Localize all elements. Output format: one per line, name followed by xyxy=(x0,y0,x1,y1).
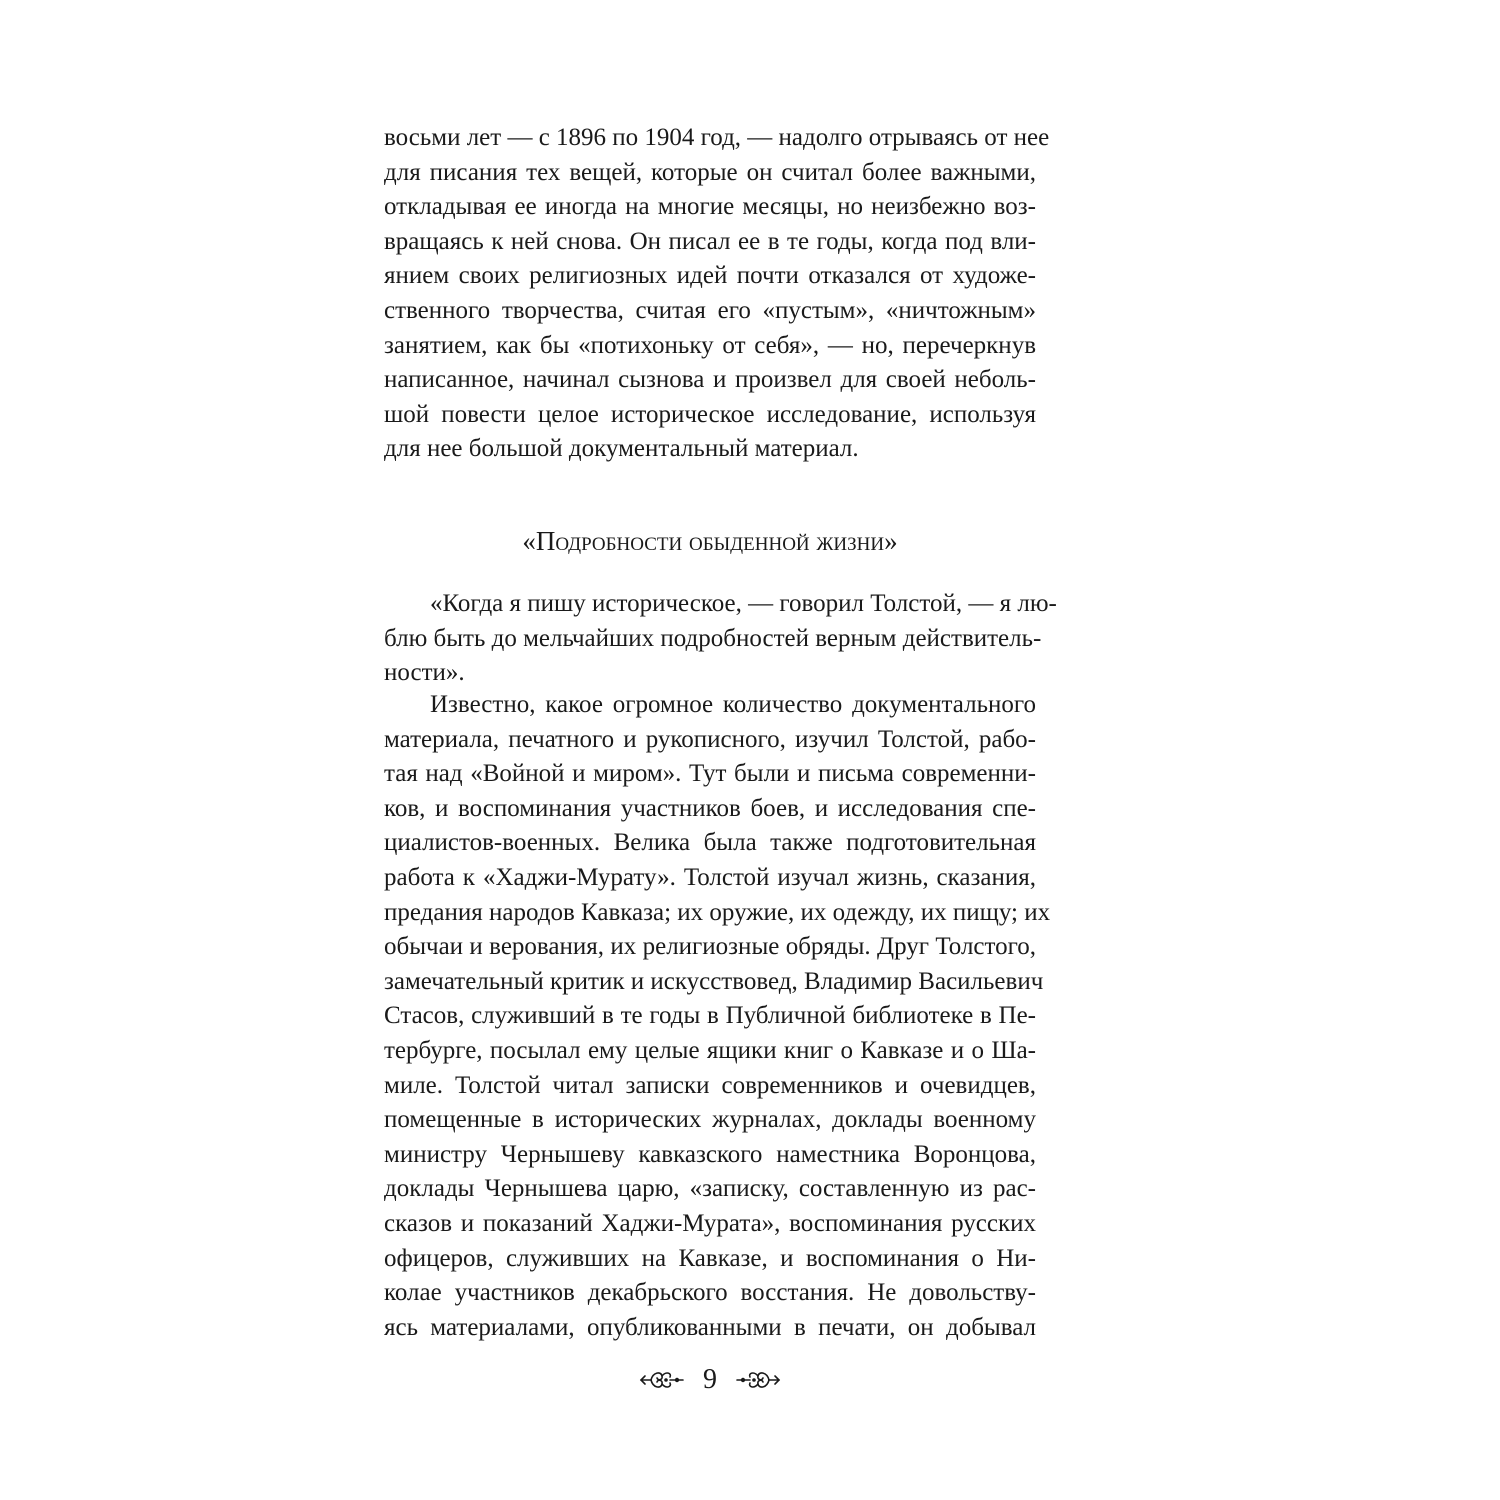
text-line: для писания тех вещей, которые он считал более важными, xyxy=(384,158,1036,186)
text-line: циалистов-военных. Велика была также подготовительная xyxy=(384,829,1036,857)
text-line: откладывая ее иногда на многие месяцы, но неизбежно воз- xyxy=(384,193,1036,221)
text-line: написанное, начинал сызнова и произвел для своей неболь- xyxy=(384,366,1036,394)
text-line: работа к «Хаджи-Мурату». Толстой изучал жизнь, сказания, xyxy=(384,863,1036,891)
text-line: ности». xyxy=(384,659,465,687)
text-line: министру Чернышеву кавказского наместника Воронцова, xyxy=(384,1140,1036,1168)
text-line: офицеров, служивших на Кавказе, и воспоминания о Ни- xyxy=(384,1244,1036,1272)
text-line: блю быть до мельчайших подробностей верным действитель- xyxy=(384,624,1042,652)
text-line: занятием, как бы «потихоньку от себя», — но, перечеркнув xyxy=(384,331,1036,359)
text-line: предания народов Кавказа; их оружие, их одежду, их пищу; их xyxy=(384,898,1051,926)
text-line: шой повести целое историческое исследование, используя xyxy=(384,400,1036,428)
text-line: тербурге, посылал ему целые ящики книг о Кавказе и о Ша- xyxy=(384,1036,1036,1064)
section-heading: «Подробности обыденной жизни» xyxy=(522,526,898,556)
text-line: Известно, какое огромное количество документального xyxy=(430,691,1036,718)
main-paragraph xyxy=(384,688,1051,1345)
text-line: янием своих религиозных идей почти отказался от художе- xyxy=(384,262,1036,290)
page-number: 9 xyxy=(703,1364,717,1395)
text-line: обычаи и верования, их религиозные обряды. Друг Толстого, xyxy=(384,933,1036,961)
text-line: замечательный критик и искусствовед, Владимир Васильевич xyxy=(384,967,1044,995)
text-line: миле. Толстой читал записки современников и очевидцев, xyxy=(384,1071,1036,1099)
text-line: для нее большой документальный материал. xyxy=(384,435,859,463)
text-line: восьми лет — с 1896 по 1904 год, — надолго отрываясь от нее xyxy=(384,124,1050,151)
text-line: Стасов, служивший в те годы в Публичной библиотеке в Пе- xyxy=(384,1002,1036,1030)
text-line: помещенные в исторических журналах, доклады военному xyxy=(384,1106,1036,1134)
text-line: сказов и показаний Хаджи-Мурата», воспоминания русских xyxy=(384,1209,1036,1237)
text-line: материала, печатного и рукописного, изучил Толстой, рабо- xyxy=(384,725,1036,753)
paragraph-top xyxy=(384,121,1050,467)
text-line: тая над «Войной и миром». Тут были и письма современни- xyxy=(384,760,1036,788)
text-line: доклады Чернышева царю, «записку, составленную из рас- xyxy=(384,1175,1036,1203)
page-footer xyxy=(384,1360,1036,1400)
text-line: ков, и воспоминания участников боев, и исследования спе- xyxy=(384,794,1036,822)
fleuron-ornament-icon xyxy=(735,1367,781,1393)
quote-paragraph xyxy=(384,587,1057,691)
text-line: «Когда я пишу историческое, — говорил Толстой, — я лю- xyxy=(430,590,1057,617)
fleuron-ornament-icon xyxy=(639,1367,685,1393)
text-line: ясь материалами, опубликованными в печати, он добывал xyxy=(384,1313,1036,1341)
text-line: колае участников декабрьского восстания. Не довольству- xyxy=(384,1279,1036,1307)
text-line: ственного творчества, считая его «пустым», «ничтожным» xyxy=(384,296,1036,324)
text-line: вращаясь к ней снова. Он писал ее в те годы, когда под вли- xyxy=(384,227,1036,255)
